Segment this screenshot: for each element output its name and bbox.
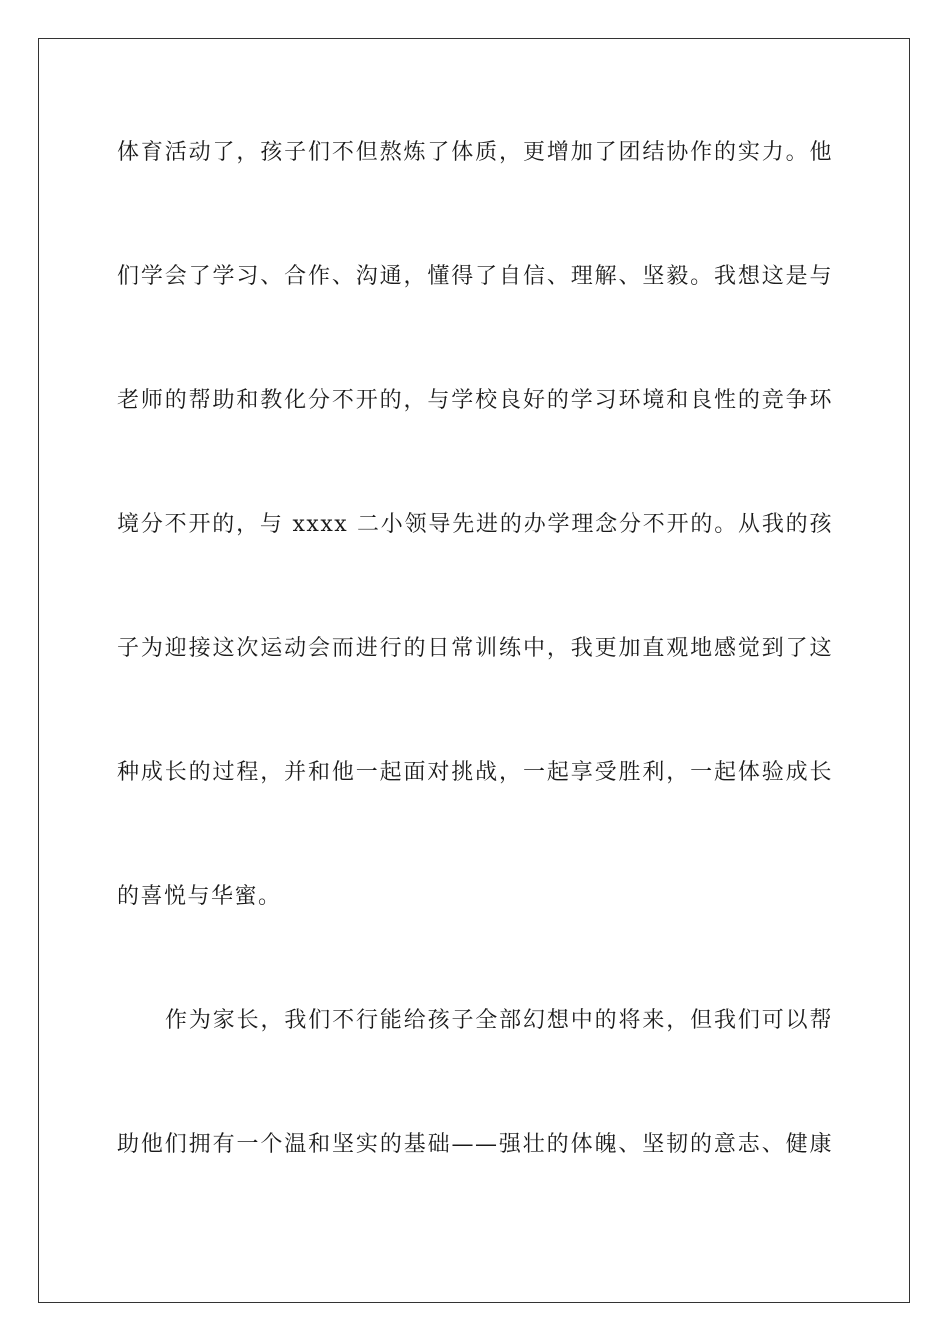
- body-text-line-8: 作为家长，我们不行能给孩子全部幻想中的将来，但我们可以帮: [165, 1008, 833, 1033]
- body-text-line-7: 的喜悦与华蜜。: [117, 884, 282, 909]
- page-border: [38, 38, 910, 1303]
- body-text-line-5: 子为迎接这次运动会而进行的日常训练中，我更加直观地感觉到了这: [117, 636, 833, 661]
- body-text-line-2: 们学会了学习、合作、沟通，懂得了自信、理解、坚毅。我想这是与: [117, 264, 833, 289]
- body-text-line-4: 境分不开的，与 xxxx 二小领导先进的办学理念分不开的。从我的孩: [117, 512, 833, 537]
- body-text-line-3: 老师的帮助和教化分不开的，与学校良好的学习环境和良性的竞争环: [117, 388, 833, 413]
- body-text-line-1: 体育活动了，孩子们不但熬炼了体质，更增加了团结协作的实力。他: [117, 140, 833, 165]
- body-text-line-9: 助他们拥有一个温和坚实的基础——强壮的体魄、坚韧的意志、健康: [117, 1132, 833, 1157]
- body-text-line-6: 种成长的过程，并和他一起面对挑战，一起享受胜利，一起体验成长: [117, 760, 833, 785]
